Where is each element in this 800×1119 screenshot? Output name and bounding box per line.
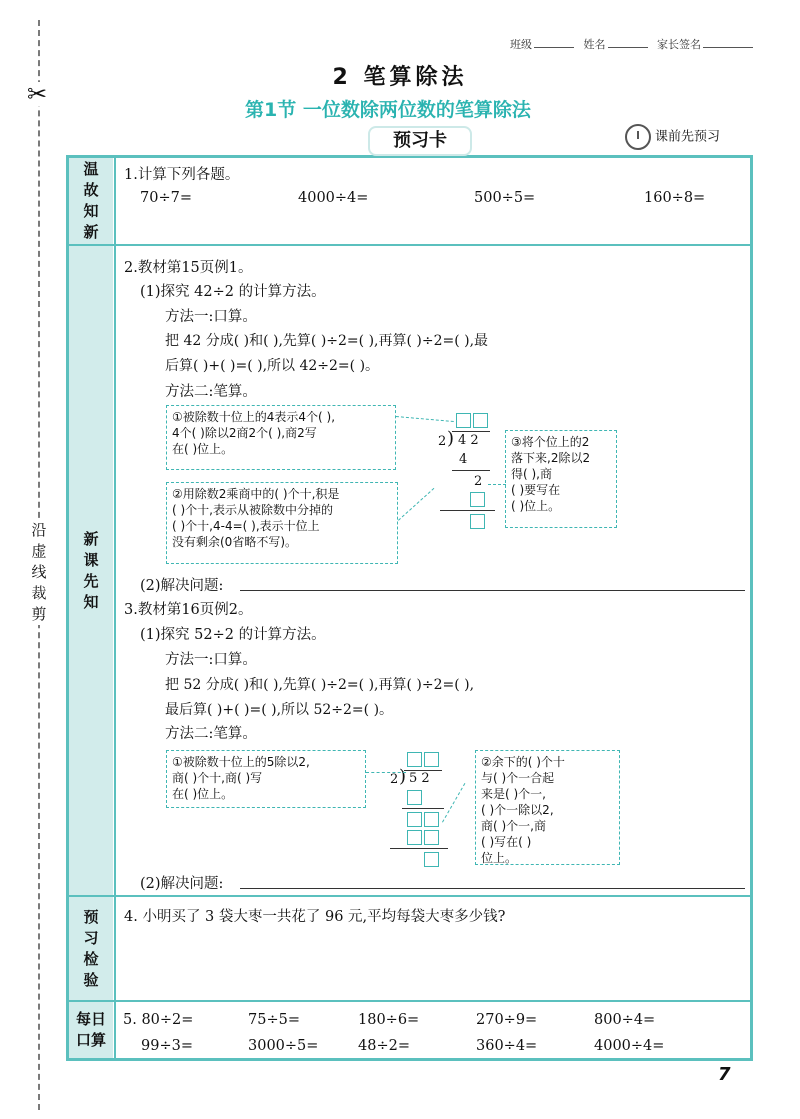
preview-label: 课前先预习 [655,129,721,145]
answer-square[interactable] [407,752,422,767]
section-daily: 每日口算 [69,1002,113,1058]
answer-square[interactable] [470,514,485,529]
answer-square[interactable] [473,413,488,428]
answer-square[interactable] [424,752,439,767]
divisor: 2 [438,434,447,449]
mental-math-item: 75÷5= [248,1012,300,1028]
mental-math-item: 4000÷4= [594,1038,665,1054]
dividend: 5 2 [409,771,430,786]
q3-method2: 方法二:笔算。 [165,726,257,742]
subtraction-line [452,470,490,471]
answer-square[interactable] [407,790,422,805]
parent-sign-label: 家长签名 [657,38,701,51]
q2-title: 2.教材第15页例1。 [124,260,253,276]
page-number: 7 [718,1064,731,1085]
name-label: 姓名 [583,38,606,51]
answer-square[interactable] [470,492,485,507]
remainder-row: 2 [474,474,483,489]
q3-title: 3.教材第16页例2。 [124,602,253,618]
pointer-line [488,484,506,485]
answer-line[interactable] [240,590,745,591]
divisor: 2 [390,772,399,787]
section-new: 新课先知 [69,246,113,895]
card-title: 预习卡 [368,126,472,156]
q2-sub2: (2)解决问题: [140,578,224,594]
q2-line1: 把 42 分成( )和( ),先算( )÷2=( ),再算( )÷2=( ),最 [165,333,489,349]
column-divider [114,155,116,1061]
subtraction-line [390,848,448,849]
q3-line1: 把 52 分成( )和( ),先算( )÷2=( ),再算( )÷2=( ), [165,677,475,693]
q1-title: 1.计算下列各题。 [124,167,240,183]
dividend: 4 2 [458,433,479,448]
q3-note-box-1: ①被除数十位上的5除以2, 商( )个十,商( )写 在( )位上。 [166,750,366,808]
q3-method1: 方法一:口算。 [165,652,257,668]
q3-line2: 最后算( )+( )=( ),所以 52÷2=( )。 [165,702,394,718]
division-bracket: ) [447,428,455,449]
student-info [510,36,759,52]
q1-item: 70÷7= [140,190,192,206]
q1-item: 160÷8= [644,190,706,206]
row-divider [66,895,753,897]
mental-math-item: 180÷6= [358,1012,420,1028]
mental-math-item: 3000÷5= [248,1038,319,1054]
mental-math-item: 5. 80÷2= [123,1012,194,1028]
section-review: 温故知新 [69,158,113,244]
q2-note-box-3: ③将个位上的2 落下来,2除以2 得( ),商 ( )要写在 ( )位上。 [505,430,617,528]
answer-line[interactable] [240,888,745,889]
answer-square[interactable] [424,830,439,845]
division-bar [452,431,490,432]
parent-sign-field[interactable] [703,47,753,48]
q3-note-box-2: ②余下的( )个十 与( )个一合起 来是( )个一, ( )个一除以2, 商( )个一,商 ( )写在( ) 位上。 [475,750,620,865]
answer-square[interactable] [456,413,471,428]
note-line: 在( )位上。 [172,442,234,456]
chapter-title: 2 笔算除法 [332,65,468,90]
mental-math-item: 270÷9= [476,1012,538,1028]
q1-item: 500÷5= [474,190,536,206]
answer-square[interactable] [407,812,422,827]
scissors-icon: ✂ [27,80,48,108]
subtraction-line [402,808,444,809]
preview-badge [625,124,720,150]
q4-question: 4. 小明买了 3 袋大枣一共花了 96 元,平均每袋大枣多少钱? [124,909,506,925]
answer-square[interactable] [424,812,439,827]
division-bracket: ) [399,766,407,787]
q1-item: 4000÷4= [298,190,369,206]
q2-method1: 方法一:口算。 [165,309,257,325]
mental-math-item: 800÷4= [594,1012,656,1028]
section-check: 预习检验 [69,897,113,1000]
alarm-clock-icon [625,124,651,150]
mental-math-item: 360÷4= [476,1038,538,1054]
q3-sub1: (1)探究 52÷2 的计算方法。 [140,627,326,643]
q2-sub1: (1)探究 42÷2 的计算方法。 [140,284,326,300]
section-title: 第1节 一位数除两位数的笔算除法 [245,99,531,121]
class-label: 班级 [510,38,532,51]
q2-note-box-2: ②用除数2乘商中的( )个十,积是 ( )个十,表示从被除数中分掉的 ( )个十,4-4=( ),表示十位上 没有剩余(0省略不写)。 [166,482,398,564]
note-line: 4个( )除以2商2个( ),商2写 [172,426,317,440]
row-divider [66,1000,753,1002]
row-divider [66,244,753,246]
q2-method2: 方法二:笔算。 [165,384,257,400]
cut-instruction: 沿虚线裁剪 [31,521,47,623]
answer-square[interactable] [407,830,422,845]
pointer-line [366,772,406,773]
note-line: ①被除数十位上的4表示4个( ), [172,410,336,424]
class-field[interactable] [534,47,574,48]
q2-note-box-1 [166,405,396,470]
q3-sub2: (2)解决问题: [140,876,224,892]
answer-square[interactable] [424,852,439,867]
name-field[interactable] [608,47,648,48]
mental-math-item: 99÷3= [141,1038,193,1054]
mental-math-item: 48÷2= [358,1038,410,1054]
q2-line2: 后算( )+( )=( ),所以 42÷2=( )。 [165,358,380,374]
product-row: 4 [459,452,468,467]
subtraction-line [440,510,495,511]
